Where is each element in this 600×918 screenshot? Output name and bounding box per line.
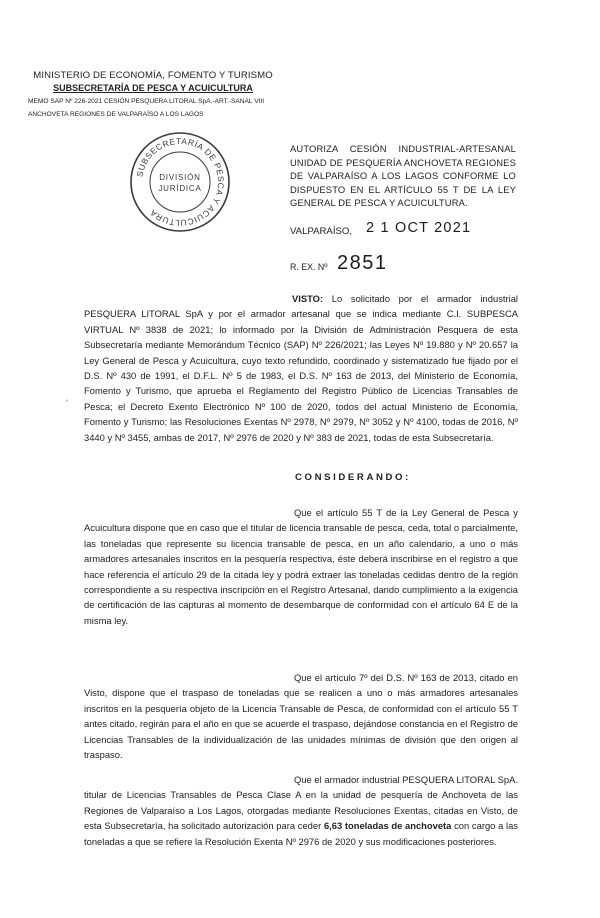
visto-label: VISTO: [292,293,324,304]
considerando-heading: CONSIDERANDO: [295,472,411,483]
considerando-paragraph-3 [84,772,518,849]
paragraph-3-text-end: con cargo a las toneladas a que se refiere la Resolución Exenta Nº 2976 de 2020 y sus modificaciones posteriores. [84,820,518,847]
resolution-number: 2851 [337,252,388,274]
resolution-title: AUTORIZA CESIÓN INDUSTRIAL-ARTESANAL UNIDAD DE PESQUERÍA ANCHOVETA REGIONES DE VALPARAÍSO A LOS LAGOS CONFORME LO DISPUESTO EN EL ARTÍCULO 55 T DE LA LEY GENERAL DE PESCA Y ACUICULTURA. [290,143,516,209]
memo-reference-line-2: ANCHOVETA REGIONES DE VALPARAÍSO A LOS LAGOS [28,111,204,118]
ministry-name: MINISTERIO DE ECONOMÍA, FOMENTO Y TURISMO [33,70,273,81]
considerando-paragraph-1: Que el artículo 55 T de la Ley General de Pesca y Acuicultura dispone que en caso que el titular de licencia transable de pesca, ceda, total o parcialmente, las toneladas que represente su licencia transable de pesca, en un año calendario, a uno o más armadores artesanales inscritos en la pesquería respectiva, éste deberá inscribirse en el registro a que hace referencia el artículo 29 de la citada ley y podrá extraer las toneladas cedidas dentro de la región correspondiente a su respectiva inscripción en el Registro Artesanal, dando cumplimiento a la exigencia de certificación de las capturas al momento de desembarque de conformidad con el artículo 64 E de la misma ley. [84,507,518,626]
memo-reference-line-1: MEMO SAP Nº 226-2021 CESIÓN PESQUERA LITORAL SpA.-ART.-SANAL VIII [28,98,265,105]
considerando-paragraph-2: Que el artículo 7º del D.S. Nº 163 de 2013, citado en Visto, dispone que el traspaso de toneladas que se realicen a uno o más armadores artesanales inscritos en la pesquería objeto de la Licencia Transable de Pesca, de conformidad con el artículo 55 T antes citado, regirán para el año en que se acuerde el traspaso, dejándose constancia en el Registro de Licencias Transables de la individualización de las unidades mínimas de división que den origen al traspaso. [84,672,518,761]
seal-ring-text: SUBSECRETARÍA DE PESCA Y ACUICULTURA [134,135,227,229]
visto-paragraph [84,291,518,445]
svg-text:SUBSECRETARÍA DE PESCA Y ACUIC [134,136,226,228]
resolution-number-label: R. EX. Nº [290,262,328,272]
division-juridica-seal [128,130,232,234]
date-stamp: 2 1 OCT 2021 [366,220,472,236]
paragraph-3-text-start: Que el armador industrial PESQUERA LITORAL SpA. titular de Licencias Transables de Pesca Clase A en la unidad de pesquería de Anchoveta de las Regiones de Valparaíso a Los Lagos, otorgadas mediante Resoluciones Exentas, citadas en Visto, de esta Subsecretaría, ha solicitado autorización para ceder [84,774,518,832]
city-label: VALPARAÍSO, [290,226,353,237]
seal-center-line-1: DIVISIÓN [159,173,201,182]
paragraph-3-tonnage: 6,63 toneladas de anchoveta [323,820,452,832]
document-header [28,70,278,120]
visto-text: Lo solicitado por el armador industrial PESQUERA LITORAL SpA y por el armador artesanal que se indica mediante C.I. SUBPESCA VIRTUAL Nº 3838 de 2021; lo informado por la División de Administración Pesquera de esta Subsecretaría mediante Memorándum Técnico (SAP) Nº 226/2021; las Leyes Nº 19.880 y Nº 20.657 la Ley General de Pesca y Acuicultura, cuyo texto refundido, coordinado y sistematizado fue fijado por el D.S. Nº 430 de 1991, el D.F.L. Nº 5 de 1983, el D.S. Nº 163 de 2013, del Ministerio de Economía, Fomento y Turismo, que aprueba el Reglamento del Registro Público de Licencias Transables de Pesca; el Decreto Exento Electrónico Nº 100 de 2020, todos del actual Ministerio de Economía, Fomento y Turismo; las Resoluciones Exentas Nº 2978, Nº 2979, Nº 3052 y Nº 4100, todas de 2016, Nº 3440 y Nº 3455, ambas de 2017, Nº 2976 de 2020 y Nº 383 de 2021, todas de esta Subsecretaría. [84,293,518,443]
margin-mark: ' [66,398,68,408]
seal-center-line-2: JURÍDICA [158,184,202,193]
subsecretaria-name: SUBSECRETARÍA DE PESCA Y ACUICULTURA [53,83,253,93]
